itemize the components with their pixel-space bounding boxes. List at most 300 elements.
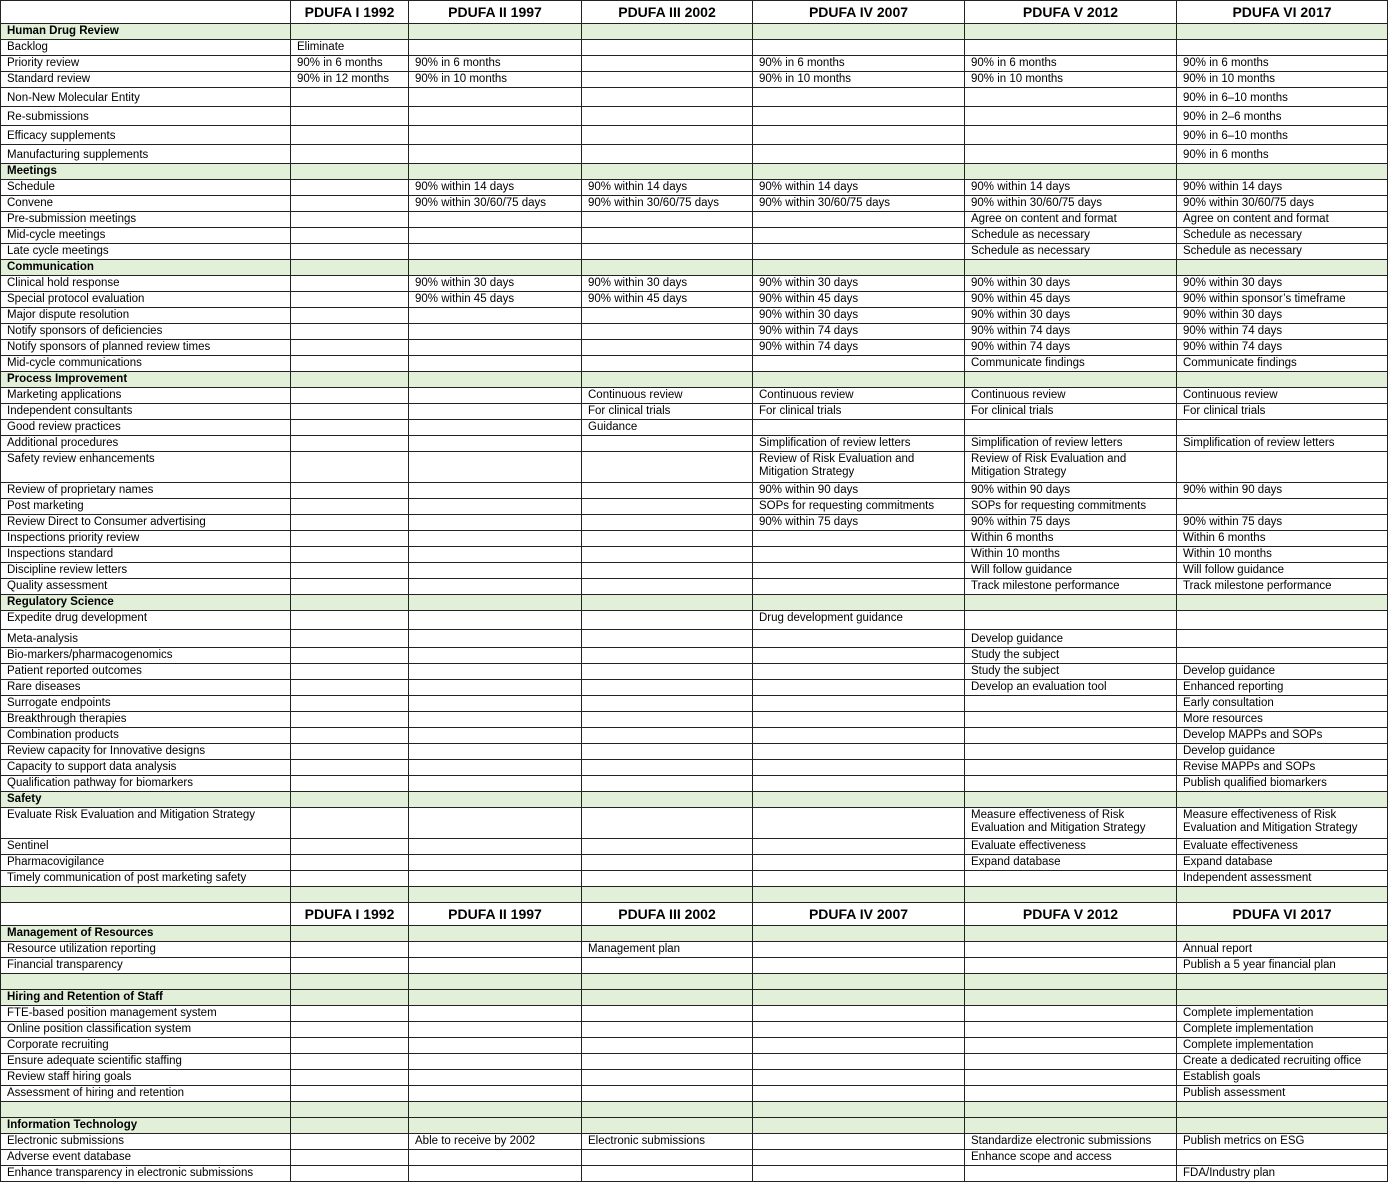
goal-cell: Within 10 months: [1177, 547, 1388, 563]
table-row: [1, 180, 1388, 196]
goal-cell: [291, 696, 409, 712]
goal-cell: [582, 1006, 753, 1022]
goal-cell: [409, 404, 582, 420]
goal-cell: Continuous review: [582, 388, 753, 404]
table-row: [1, 1022, 1388, 1038]
goal-cell: 90% within 30 days: [1177, 276, 1388, 292]
goal-cell: [582, 744, 753, 760]
row-label-cell: Notify sponsors of deficiencies: [1, 324, 291, 340]
goal-cell: [582, 595, 753, 611]
goal-cell: [291, 855, 409, 871]
goal-cell: SOPs for requesting commitments: [753, 499, 965, 515]
column-header: PDUFA II 1997: [409, 1, 582, 24]
goal-cell: [291, 126, 409, 145]
row-label-cell: [1, 974, 291, 990]
goal-cell: [753, 126, 965, 145]
goal-cell: [965, 126, 1177, 145]
goal-cell: [1177, 1118, 1388, 1134]
table-row: [1, 664, 1388, 680]
goal-cell: 90% in 6 months: [753, 56, 965, 72]
goal-cell: [291, 292, 409, 308]
goal-cell: 90% within 74 days: [1177, 340, 1388, 356]
table-row: [1, 855, 1388, 871]
goal-cell: 90% within 30 days: [965, 276, 1177, 292]
table-row: [1, 1054, 1388, 1070]
goal-cell: [409, 1150, 582, 1166]
goal-cell: [753, 728, 965, 744]
goal-cell: Simplification of review letters: [753, 436, 965, 452]
goal-cell: [753, 887, 965, 903]
goal-cell: [409, 308, 582, 324]
row-label-cell: Special protocol evaluation: [1, 292, 291, 308]
table-row: [1, 40, 1388, 56]
table-body-lower: [1, 926, 1388, 1182]
row-label-cell: Information Technology: [1, 1118, 291, 1134]
column-header: PDUFA V 2012: [965, 1, 1177, 24]
goal-cell: [582, 1150, 753, 1166]
goal-cell: [291, 990, 409, 1006]
goal-cell: [291, 244, 409, 260]
table-row: [1, 308, 1388, 324]
goal-cell: Will follow guidance: [965, 563, 1177, 579]
row-label-cell: Resource utilization reporting: [1, 942, 291, 958]
goal-cell: [753, 958, 965, 974]
goal-cell: Management plan: [582, 942, 753, 958]
goal-cell: For clinical trials: [1177, 404, 1388, 420]
table-row: [1, 696, 1388, 712]
table-row: [1, 126, 1388, 145]
goal-cell: [582, 308, 753, 324]
row-label-cell: Process Improvement: [1, 372, 291, 388]
row-label-cell: Mid-cycle communications: [1, 356, 291, 372]
goal-cell: [965, 1102, 1177, 1118]
goal-cell: [582, 760, 753, 776]
goal-cell: [582, 356, 753, 372]
row-label-cell: Efficacy supplements: [1, 126, 291, 145]
row-label-cell: Standard review: [1, 72, 291, 88]
goal-cell: [291, 1070, 409, 1086]
goal-cell: [409, 515, 582, 531]
goal-cell: [409, 452, 582, 483]
goal-cell: [409, 1038, 582, 1054]
goal-cell: [965, 1022, 1177, 1038]
goal-cell: [409, 760, 582, 776]
goal-cell: [409, 648, 582, 664]
goal-cell: [582, 808, 753, 839]
goal-cell: [291, 1006, 409, 1022]
row-label-cell: Independent consultants: [1, 404, 291, 420]
goal-cell: [582, 680, 753, 696]
table-row: [1, 1038, 1388, 1054]
goal-cell: [753, 942, 965, 958]
goal-cell: [582, 1022, 753, 1038]
goal-cell: [965, 420, 1177, 436]
goal-cell: [291, 728, 409, 744]
goal-cell: Enhance scope and access: [965, 1150, 1177, 1166]
goal-cell: [582, 887, 753, 903]
goal-cell: Develop guidance: [1177, 744, 1388, 760]
goal-cell: [409, 696, 582, 712]
goal-cell: 90% in 2–6 months: [1177, 107, 1388, 126]
goal-cell: [1177, 887, 1388, 903]
goal-cell: SOPs for requesting commitments: [965, 499, 1177, 515]
table-row: [1, 630, 1388, 648]
goal-cell: [1177, 1102, 1388, 1118]
goal-cell: [582, 611, 753, 630]
row-label-cell: Review capacity for Innovative designs: [1, 744, 291, 760]
goal-cell: [753, 792, 965, 808]
goal-cell: [965, 1006, 1177, 1022]
goal-cell: Develop guidance: [1177, 664, 1388, 680]
goal-cell: [965, 712, 1177, 728]
goal-cell: [582, 1102, 753, 1118]
goal-cell: Will follow guidance: [1177, 563, 1388, 579]
goal-cell: [409, 1118, 582, 1134]
table-row: [1, 1150, 1388, 1166]
goal-cell: [965, 990, 1177, 1006]
goal-cell: [582, 56, 753, 72]
goal-cell: Publish a 5 year financial plan: [1177, 958, 1388, 974]
table-row: [1, 356, 1388, 372]
goal-cell: [753, 1038, 965, 1054]
goal-cell: [409, 942, 582, 958]
goal-cell: [1177, 40, 1388, 56]
goal-cell: Develop an evaluation tool: [965, 680, 1177, 696]
goal-cell: More resources: [1177, 712, 1388, 728]
goal-cell: [753, 244, 965, 260]
row-label-cell: Review Direct to Consumer advertising: [1, 515, 291, 531]
section-header-row: [1, 595, 1388, 611]
goal-cell: 90% within 90 days: [1177, 483, 1388, 499]
goal-cell: [291, 24, 409, 40]
goal-cell: [409, 776, 582, 792]
table-row: [1, 547, 1388, 563]
goal-cell: [409, 680, 582, 696]
table-row: [1, 611, 1388, 630]
goal-cell: [582, 88, 753, 107]
table-row: [1, 244, 1388, 260]
goal-cell: Early consultation: [1177, 696, 1388, 712]
row-label-cell: Qualification pathway for biomarkers: [1, 776, 291, 792]
goal-cell: [1177, 452, 1388, 483]
goal-cell: [409, 611, 582, 630]
goal-cell: [582, 1054, 753, 1070]
goal-cell: [582, 630, 753, 648]
goal-cell: [1177, 260, 1388, 276]
goal-cell: [582, 776, 753, 792]
goal-cell: [409, 792, 582, 808]
goal-cell: [291, 563, 409, 579]
goal-cell: [753, 547, 965, 563]
table-row: [1, 276, 1388, 292]
goal-cell: [965, 696, 1177, 712]
goal-cell: [753, 260, 965, 276]
goal-cell: For clinical trials: [753, 404, 965, 420]
goal-cell: [753, 839, 965, 855]
goal-cell: [291, 356, 409, 372]
goal-cell: [1177, 630, 1388, 648]
goal-cell: [582, 712, 753, 728]
header-corner-cell: [1, 1, 291, 24]
goal-cell: [965, 107, 1177, 126]
goal-cell: [582, 792, 753, 808]
goal-cell: 90% within 30/60/75 days: [1177, 196, 1388, 212]
goal-cell: 90% within 14 days: [409, 180, 582, 196]
row-label-cell: Quality assessment: [1, 579, 291, 595]
goal-cell: [753, 744, 965, 760]
goal-cell: 90% within 75 days: [753, 515, 965, 531]
goal-cell: [291, 808, 409, 839]
goal-cell: 90% in 6 months: [409, 56, 582, 72]
goal-cell: Establish goals: [1177, 1070, 1388, 1086]
goal-cell: [582, 107, 753, 126]
goal-cell: [753, 760, 965, 776]
goal-cell: 90% within 45 days: [965, 292, 1177, 308]
goal-cell: [1177, 792, 1388, 808]
goal-cell: [753, 228, 965, 244]
goal-cell: [291, 547, 409, 563]
table-row: [1, 958, 1388, 974]
goal-cell: Publish qualified biomarkers: [1177, 776, 1388, 792]
goal-cell: [753, 680, 965, 696]
row-label-cell: Discipline review letters: [1, 563, 291, 579]
goal-cell: [291, 887, 409, 903]
goal-cell: 90% in 6 months: [1177, 56, 1388, 72]
row-label-cell: Clinical hold response: [1, 276, 291, 292]
goal-cell: [582, 648, 753, 664]
goal-cell: [753, 88, 965, 107]
goal-cell: [291, 680, 409, 696]
goal-cell: [409, 1086, 582, 1102]
table-row: [1, 744, 1388, 760]
goal-cell: For clinical trials: [965, 404, 1177, 420]
goal-cell: [965, 145, 1177, 164]
table-row: [1, 1006, 1388, 1022]
goal-cell: [409, 744, 582, 760]
goal-cell: [291, 228, 409, 244]
goal-cell: [965, 1118, 1177, 1134]
goal-cell: [582, 436, 753, 452]
goal-cell: [965, 792, 1177, 808]
goal-cell: [409, 871, 582, 887]
goal-cell: [582, 696, 753, 712]
goal-cell: [582, 499, 753, 515]
goal-cell: [582, 515, 753, 531]
goal-cell: [409, 483, 582, 499]
goal-cell: [409, 728, 582, 744]
goal-cell: [753, 372, 965, 388]
table-row: [1, 292, 1388, 308]
goal-cell: [582, 483, 753, 499]
goal-cell: 90% within 14 days: [753, 180, 965, 196]
column-header: PDUFA III 2002: [582, 903, 753, 926]
goal-cell: Publish metrics on ESG: [1177, 1134, 1388, 1150]
goal-cell: [409, 1070, 582, 1086]
goal-cell: [753, 1118, 965, 1134]
goal-cell: [291, 276, 409, 292]
goal-cell: Create a dedicated recruiting office: [1177, 1054, 1388, 1070]
row-label-cell: Non-New Molecular Entity: [1, 88, 291, 107]
goal-cell: Review of Risk Evaluation and Mitigation Strategy: [753, 452, 965, 483]
goal-cell: [1177, 24, 1388, 40]
goal-cell: [753, 1134, 965, 1150]
goal-cell: [291, 515, 409, 531]
table-row: [1, 436, 1388, 452]
goal-cell: 90% within 30/60/75 days: [409, 196, 582, 212]
goal-cell: [291, 595, 409, 611]
table-row: [1, 1166, 1388, 1182]
goal-cell: Communicate findings: [965, 356, 1177, 372]
row-label-cell: Ensure adequate scientific staffing: [1, 1054, 291, 1070]
goal-cell: [582, 212, 753, 228]
row-label-cell: Timely communication of post marketing safety: [1, 871, 291, 887]
goal-cell: [409, 260, 582, 276]
goal-cell: Simplification of review letters: [1177, 436, 1388, 452]
section-header-row: [1, 792, 1388, 808]
goal-cell: Continuous review: [965, 388, 1177, 404]
table-row: [1, 420, 1388, 436]
table-row: [1, 776, 1388, 792]
column-header: PDUFA II 1997: [409, 903, 582, 926]
goal-cell: [1177, 1150, 1388, 1166]
goal-cell: 90% within 30 days: [753, 276, 965, 292]
goal-cell: [753, 164, 965, 180]
row-label-cell: Convene: [1, 196, 291, 212]
table-row: [1, 88, 1388, 107]
goal-cell: [753, 531, 965, 547]
goal-cell: [409, 563, 582, 579]
row-label-cell: Expedite drug development: [1, 611, 291, 630]
goal-cell: Schedule as necessary: [1177, 228, 1388, 244]
goal-cell: [409, 40, 582, 56]
goal-cell: Electronic submissions: [582, 1134, 753, 1150]
goal-cell: [291, 180, 409, 196]
goal-cell: [582, 855, 753, 871]
table-row: [1, 228, 1388, 244]
goal-cell: [409, 420, 582, 436]
row-label-cell: Regulatory Science: [1, 595, 291, 611]
goal-cell: [753, 855, 965, 871]
goal-cell: [582, 664, 753, 680]
table-row: [1, 404, 1388, 420]
goal-cell: [965, 24, 1177, 40]
goal-cell: [409, 887, 582, 903]
goal-cell: [291, 1102, 409, 1118]
goal-cell: [409, 664, 582, 680]
goal-cell: Complete implementation: [1177, 1022, 1388, 1038]
goal-cell: [582, 164, 753, 180]
goal-cell: [582, 871, 753, 887]
goal-cell: [582, 1166, 753, 1182]
goal-cell: [753, 1086, 965, 1102]
goal-cell: [291, 1118, 409, 1134]
goal-cell: [409, 579, 582, 595]
goal-cell: [1177, 990, 1388, 1006]
goal-cell: [582, 547, 753, 563]
goal-cell: 90% within 74 days: [965, 340, 1177, 356]
table-row: [1, 808, 1388, 839]
goal-cell: [582, 1038, 753, 1054]
row-label-cell: Management of Resources: [1, 926, 291, 942]
goal-cell: [965, 942, 1177, 958]
goal-cell: [291, 871, 409, 887]
table-body-upper: [1, 24, 1388, 903]
goal-cell: [582, 72, 753, 88]
goal-cell: [965, 88, 1177, 107]
goal-cell: [291, 164, 409, 180]
goal-cell: [965, 958, 1177, 974]
goal-cell: Evaluate effectiveness: [965, 839, 1177, 855]
row-label-cell: Pre-submission meetings: [1, 212, 291, 228]
goal-cell: [291, 404, 409, 420]
goal-cell: [965, 40, 1177, 56]
goal-cell: Within 6 months: [1177, 531, 1388, 547]
row-label-cell: Inspections standard: [1, 547, 291, 563]
section-header-row: [1, 260, 1388, 276]
goal-cell: Study the subject: [965, 664, 1177, 680]
row-label-cell: Online position classification system: [1, 1022, 291, 1038]
goal-cell: [753, 212, 965, 228]
goal-cell: Guidance: [582, 420, 753, 436]
goal-cell: [409, 126, 582, 145]
row-label-cell: Capacity to support data analysis: [1, 760, 291, 776]
goal-cell: [291, 1166, 409, 1182]
table-row: [1, 515, 1388, 531]
goal-cell: [291, 145, 409, 164]
goal-cell: [753, 1006, 965, 1022]
column-header: PDUFA V 2012: [965, 903, 1177, 926]
goal-cell: [409, 244, 582, 260]
goal-cell: [291, 420, 409, 436]
goal-cell: [291, 776, 409, 792]
goal-cell: [753, 696, 965, 712]
goal-cell: 90% in 10 months: [1177, 72, 1388, 88]
goal-cell: [291, 531, 409, 547]
goal-cell: [409, 340, 582, 356]
goal-cell: [1177, 926, 1388, 942]
table-row: [1, 1086, 1388, 1102]
goal-cell: Schedule as necessary: [965, 244, 1177, 260]
goal-cell: 90% in 10 months: [753, 72, 965, 88]
goal-cell: Complete implementation: [1177, 1038, 1388, 1054]
goal-cell: [409, 974, 582, 990]
goal-cell: [409, 808, 582, 839]
goal-cell: [582, 1086, 753, 1102]
table-row: [1, 107, 1388, 126]
row-label-cell: Meta-analysis: [1, 630, 291, 648]
goal-cell: 90% in 10 months: [409, 72, 582, 88]
goal-cell: [291, 1022, 409, 1038]
row-label-cell: Safety review enhancements: [1, 452, 291, 483]
row-label-cell: Financial transparency: [1, 958, 291, 974]
goal-cell: [1177, 499, 1388, 515]
goal-cell: 90% within 45 days: [582, 292, 753, 308]
goal-cell: Continuous review: [1177, 388, 1388, 404]
goal-cell: Measure effectiveness of Risk Evaluation and Mitigation Strategy: [965, 808, 1177, 839]
table-row: [1, 145, 1388, 164]
goal-cell: [409, 712, 582, 728]
goal-cell: 90% within 75 days: [965, 515, 1177, 531]
goal-cell: 90% within 30 days: [409, 276, 582, 292]
table-row: [1, 452, 1388, 483]
goal-cell: Schedule as necessary: [965, 228, 1177, 244]
goal-cell: Expand database: [965, 855, 1177, 871]
goal-cell: Schedule as necessary: [1177, 244, 1388, 260]
goal-cell: [291, 792, 409, 808]
row-label-cell: Review staff hiring goals: [1, 1070, 291, 1086]
goal-cell: [291, 712, 409, 728]
goal-cell: 90% within 30/60/75 days: [965, 196, 1177, 212]
